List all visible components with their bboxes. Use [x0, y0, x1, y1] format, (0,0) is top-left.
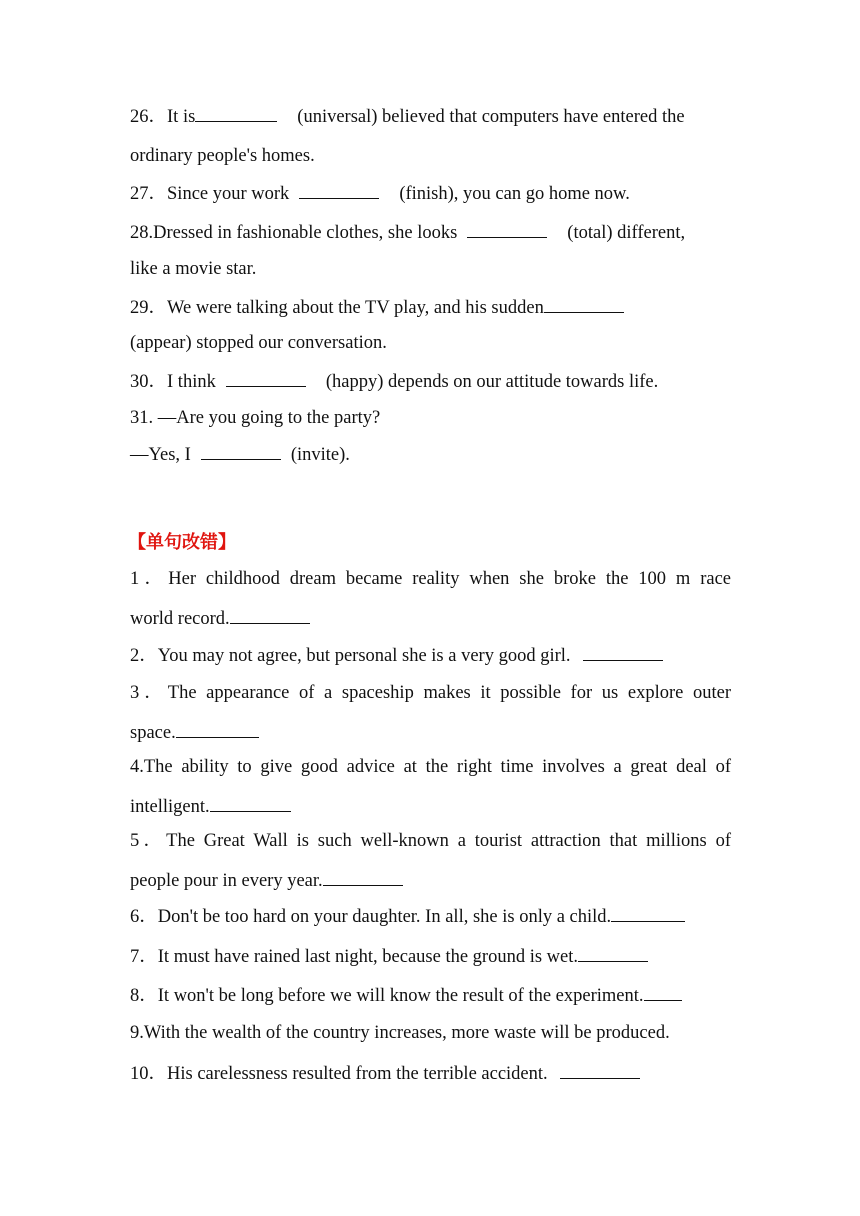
correction-6: [130, 904, 685, 928]
question-text: It is: [167, 107, 196, 127]
correction-1-continued: [130, 606, 310, 630]
correction-5-continued: [130, 868, 403, 892]
question-31: [130, 407, 380, 429]
correction-2: [130, 643, 663, 667]
question-text: I think: [167, 372, 216, 392]
answer-blank[interactable]: [578, 944, 648, 962]
sentence-text: You may not agree, but personal she is a very good girl.: [157, 646, 571, 666]
answer-blank[interactable]: [644, 983, 682, 1001]
sentence-number: 1．: [130, 569, 169, 589]
question-number: 27．: [130, 184, 168, 204]
answer-blank[interactable]: [583, 643, 663, 661]
sentence-text: people pour in every year.: [130, 871, 323, 891]
sentence-number: 5．: [130, 831, 167, 851]
sentence-number: 9.: [130, 1023, 144, 1043]
sentence-text: world record.: [130, 609, 230, 629]
question-text: (appear) stopped our conversation.: [130, 333, 387, 353]
correction-8: [130, 983, 682, 1007]
question-text: like a movie star.: [130, 259, 257, 279]
sentence-number: 6．: [130, 907, 158, 927]
answer-blank[interactable]: [176, 720, 259, 738]
sentence-text: The ability to give good advice at the right time involves a great deal of: [143, 757, 731, 777]
sentence-number: 3．: [130, 683, 168, 703]
question-text: Dressed in fashionable clothes, she looks: [153, 223, 458, 243]
sentence-text: The Great Wall is such well-known a tourist attraction that millions of: [166, 831, 731, 851]
sentence-text: Don't be too hard on your daughter. In all, she is only a child.: [157, 907, 612, 927]
correction-7: [130, 944, 648, 968]
answer-blank[interactable]: [544, 295, 624, 313]
sentence-number: 2．: [130, 646, 158, 666]
question-number: 30．: [130, 372, 168, 392]
sentence-text: With the wealth of the country increases, more waste will be produced.: [143, 1023, 670, 1043]
word-hint: (total): [567, 223, 613, 243]
answer-blank[interactable]: [226, 369, 306, 387]
question-26: [130, 104, 685, 128]
correction-1: [130, 568, 731, 590]
answer-blank[interactable]: [201, 442, 281, 460]
sentence-text: It won't be long before we will know the result of the experiment.: [157, 986, 644, 1006]
question-27: [130, 181, 630, 205]
answer-blank[interactable]: [195, 104, 277, 122]
question-text: ordinary people's homes.: [130, 146, 315, 166]
question-text: depends on our attitude towards life.: [388, 372, 659, 392]
question-31-reply: [130, 442, 350, 466]
sentence-text: The appearance of a spaceship makes it possible for us explore outer: [167, 683, 731, 703]
sentence-text: space.: [130, 723, 176, 743]
sentence-number: 4.: [130, 757, 144, 777]
word-hint: (universal): [297, 107, 378, 127]
sentence-text: Her childhood dream became reality when she broke the 100 m race: [168, 569, 731, 589]
correction-5: [130, 830, 731, 852]
question-text: Since your work: [167, 184, 290, 204]
question-number: 29．: [130, 298, 168, 318]
sentence-text: His carelessness resulted from the terrible accident.: [167, 1064, 548, 1084]
answer-blank[interactable]: [299, 181, 379, 199]
question-text: —Are you going to the party?: [157, 408, 381, 428]
question-30: [130, 369, 658, 393]
question-text: —Yes, I: [130, 445, 191, 465]
word-hint: (finish),: [399, 184, 459, 204]
correction-3: [130, 682, 731, 704]
word-hint: (invite).: [290, 445, 350, 465]
answer-blank[interactable]: [210, 794, 291, 812]
question-29: [130, 295, 624, 319]
sentence-text: It must have rained last night, because the ground is wet.: [157, 947, 579, 967]
sentence-text: intelligent.: [130, 797, 210, 817]
answer-blank[interactable]: [230, 606, 310, 624]
sentence-number: 7．: [130, 947, 158, 967]
sentence-number: 10．: [130, 1064, 168, 1084]
answer-blank[interactable]: [467, 220, 547, 238]
answer-blank[interactable]: [323, 868, 403, 886]
question-28-continued: [130, 258, 256, 280]
correction-9: [130, 1022, 670, 1044]
section-heading: 【单句改错】: [128, 532, 236, 553]
correction-4-continued: [130, 794, 291, 818]
question-text: different,: [617, 223, 686, 243]
question-number: 28.: [130, 223, 154, 243]
question-text: you can go home now.: [463, 184, 630, 204]
word-hint: (happy): [325, 372, 384, 392]
question-text: We were talking about the TV play, and his sudden: [167, 298, 544, 318]
question-28: [130, 220, 685, 244]
sentence-number: 8．: [130, 986, 158, 1006]
question-29-continued: [130, 332, 387, 354]
correction-4: [130, 756, 731, 778]
correction-10: [130, 1061, 640, 1085]
question-number: 31.: [130, 408, 154, 428]
question-26-continued: [130, 145, 315, 167]
answer-blank[interactable]: [611, 904, 685, 922]
correction-3-continued: [130, 720, 259, 744]
question-text: believed that computers have entered the: [382, 107, 685, 127]
answer-blank[interactable]: [560, 1061, 640, 1079]
question-number: 26．: [130, 107, 168, 127]
